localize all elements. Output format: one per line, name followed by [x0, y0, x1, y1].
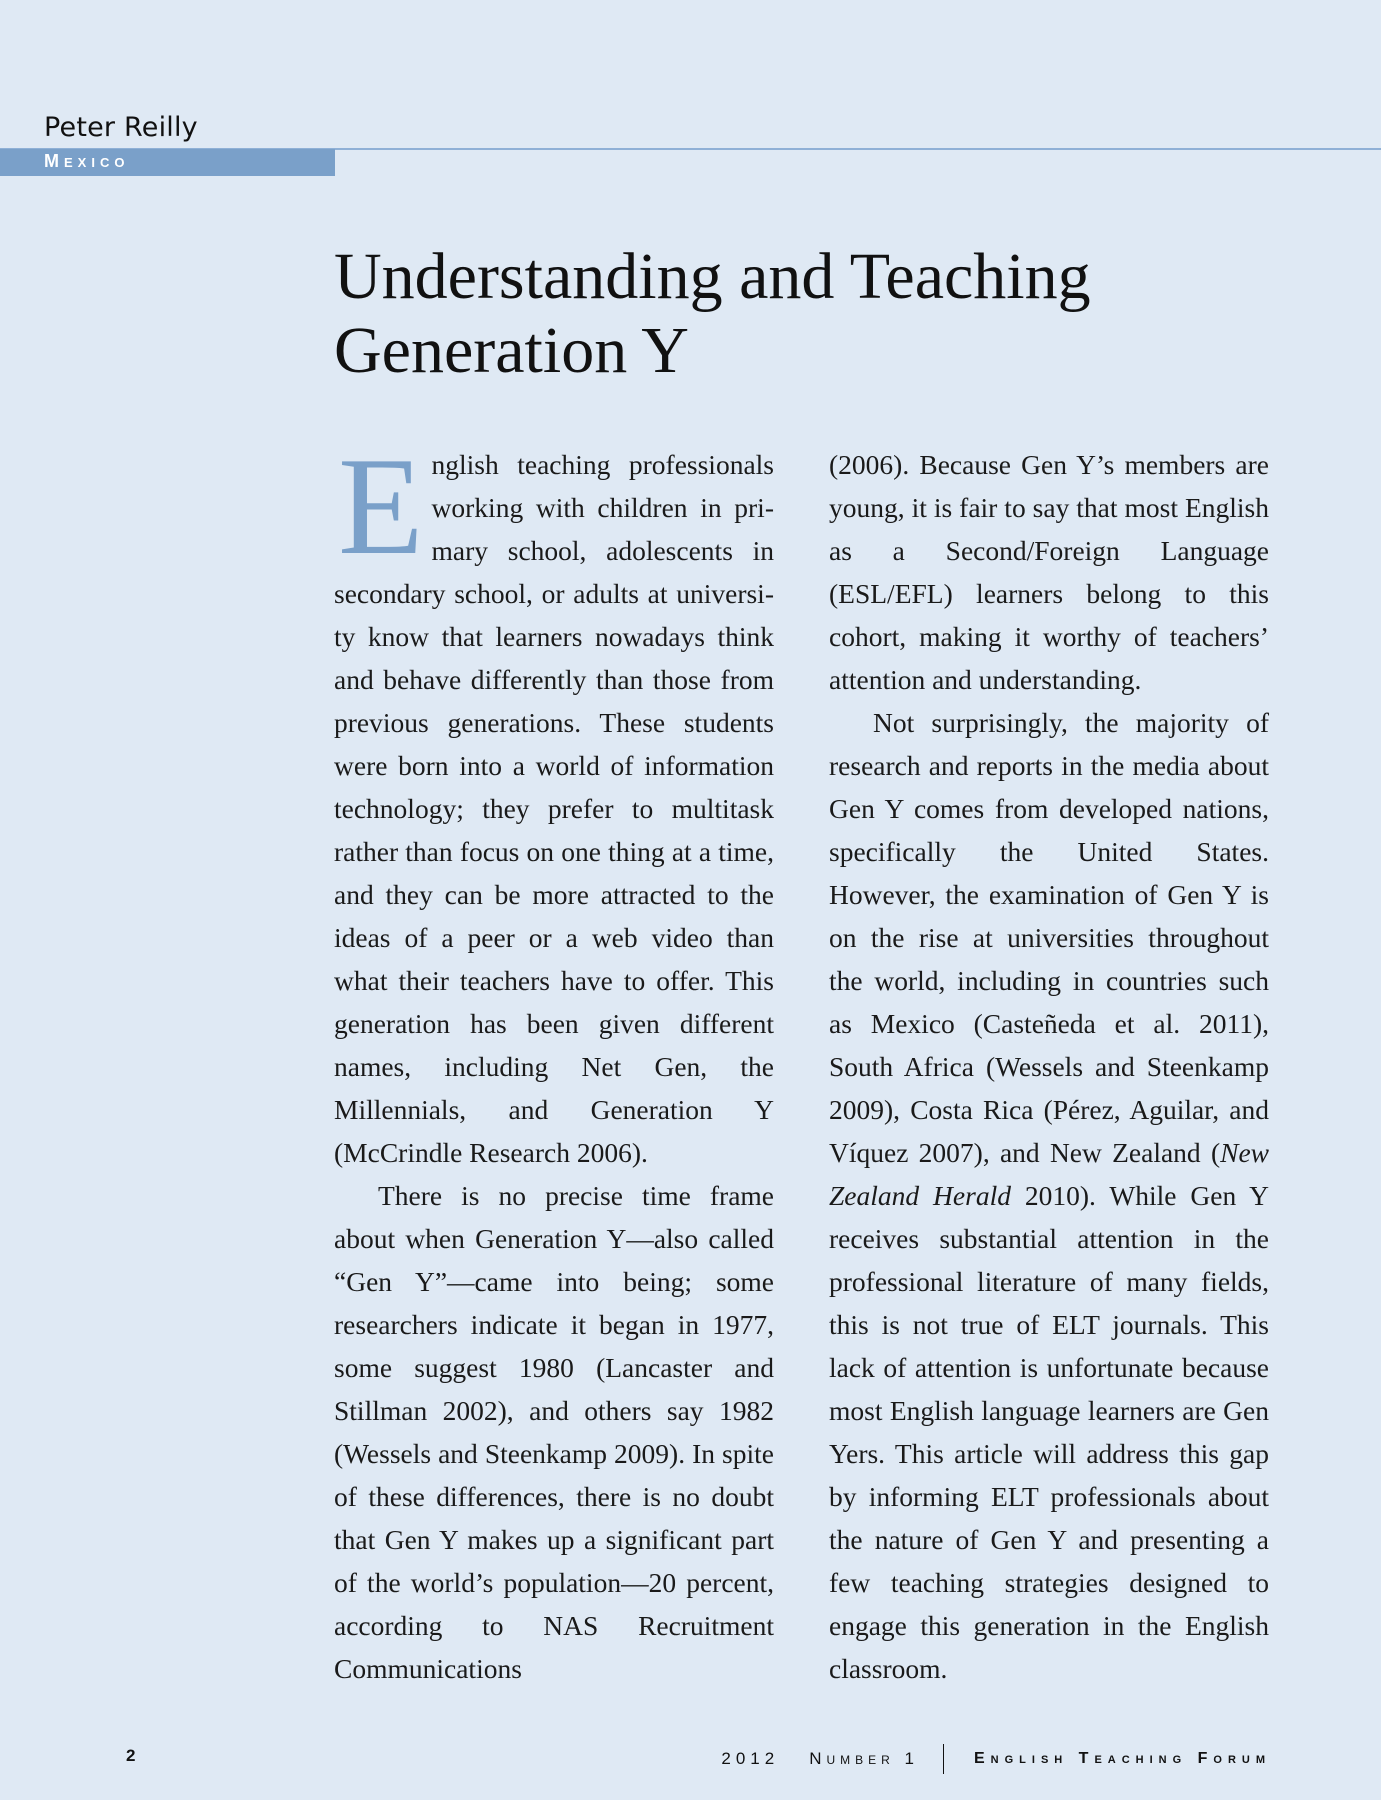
footer-issue: Number 1 — [809, 1749, 919, 1768]
paragraph-research — [829, 701, 1269, 1690]
author-name: Peter Reilly — [44, 112, 198, 143]
journal-name: English Teaching Forum — [974, 1750, 1271, 1767]
left-column — [334, 429, 774, 1690]
article-title: Understanding and Teaching Generation Y — [334, 240, 1091, 387]
paragraph-intro-text: nglish teaching professionals working with children in primary school, adolescents in secondary school, or adults at university know that learners nowadays think and behave differently than those from previous generations. These students were born into a world of information technology; they prefer to multitask rather than focus on one thing at a time, and they can be more attracted to the ideas of a peer or a web video than what their teachers have to offer. This generation has been given different names, including Net Gen, the Millennials, and Generation Y (McCrindle Research 2006). — [334, 449, 774, 1168]
publication-title: New Zealand Herald — [829, 1137, 1269, 1211]
right-column — [829, 443, 1269, 1690]
footer-year: 2012 — [721, 1749, 780, 1768]
paragraph-intro — [334, 429, 774, 1174]
paragraph-research-text-2: 2010). While Gen Y receives substantial attention in the professional literature of many fields, this is not true of ELT journals. This lack of attention is unfortunate because most English language learners are Gen Yers. This article will address this gap by informing ELT professionals about the nature of Gen Y and presenting a few teaching strategies designed to engage this generation in the English classroom. — [829, 1180, 1269, 1684]
footer-info — [721, 1744, 1271, 1774]
paragraph-time-frame: There is no precise time frame about when Generation Y—also called “Gen Y”—came into being; some researchers indicate it began in 1977, some suggest 1980 (Lancaster and Stillman 2002), and others say 1982 (Wessels and Steenkamp 2009). In spite of these differences, there is no doubt that Gen Y makes up a significant part of the world’s population—20 percent, according to NAS Recruitment Communications — [334, 1180, 774, 1684]
page-number: 2 — [126, 1746, 136, 1765]
paragraph-cohort: (2006). Because Gen Y’s members are young, it is fair to say that most English as a Second/Foreign Language (ESL/EFL) learners belong to this cohort, making it worthy of teachers’ attention and understanding. — [829, 449, 1269, 695]
paragraph-research-text-1: Not surprisingly, the majority of research and reports in the media about Gen Y comes from developed nations, specifically the United States. However, the examination of Gen Y is on the rise at universities throughout the world, including in countries such as Mexico (Casteñeda et al. 2011), South Africa (Wessels and Steenkamp 2009), Costa Rica (Pérez, Aguilar, and Víquez 2007), and New Zealand ( — [829, 707, 1269, 1168]
footer-divider — [943, 1744, 944, 1774]
drop-cap: E — [338, 429, 424, 584]
author-country: Mexico — [44, 151, 130, 171]
